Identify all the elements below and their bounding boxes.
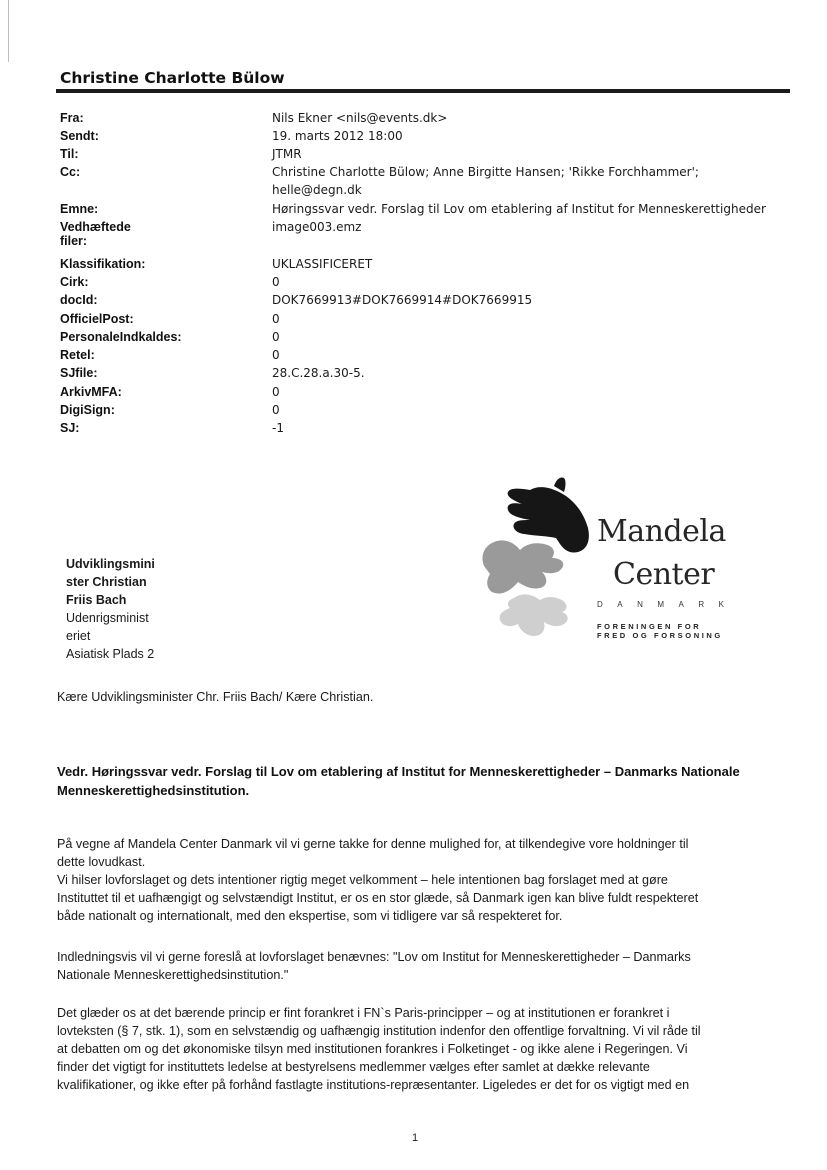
letter-subject [57, 762, 787, 800]
meta-label-sj: SJ: [60, 421, 80, 435]
meta-value-cc: Christine Charlotte Bülow; Anne Birgitte Hansen; 'Rikke Forchhammer'; [272, 165, 699, 179]
sender-name-header: Christine Charlotte Bülow [60, 69, 285, 87]
logo-title-mandela: Mandela [597, 514, 726, 549]
logo-title-center: Center [613, 557, 715, 592]
address-line: ster Christian [66, 575, 147, 589]
paragraph-line: kvalifikationer, og ikke efter på forhånd fastlagte institutions-repræsentanter. Ligeledes er det for os vigtigt med en [57, 1078, 690, 1092]
paragraph-line: Det glæder os at det bærende princip er fint forankret i FN`s Paris-principper – og at institutionen er forankret i [57, 1006, 670, 1020]
meta-label-sjfile: SJfile: [60, 366, 98, 380]
salutation: Kære Udviklingsminister Chr. Friis Bach/ Kære Christian. [57, 690, 374, 704]
gray-hand-icon [482, 540, 563, 593]
meta-label-retel: Retel: [60, 348, 95, 362]
meta-value-digisign: 0 [272, 403, 280, 417]
meta-label-subject: Emne: [60, 202, 99, 216]
meta-value-to: JTMR [272, 147, 302, 161]
meta-value-from: Nils Ekner <nils@events.dk> [272, 111, 448, 125]
meta-value-classification: UKLASSIFICERET [272, 257, 373, 271]
meta-label-digisign: DigiSign: [60, 403, 115, 417]
meta-value-attachments: image003.emz [272, 220, 362, 234]
address-line: eriet [66, 629, 91, 643]
address-line: Udenrigsminist [66, 611, 149, 625]
paragraph-1 [57, 835, 787, 925]
paragraph-line: lovteksten (§ 7, stk. 1), som en selvstændig og uafhængig institution indenfor den offentlige forvaltning. Vi vil råde til [57, 1024, 701, 1038]
header-rule [56, 89, 790, 93]
paragraph-line: at debatten om og det økonomiske tilsyn med institutionen forankres i Folketinget - og ikke alene i Regeringen. Vi [57, 1042, 688, 1056]
meta-label-personaleindkaldes: PersonaleIndkaldes: [60, 330, 182, 344]
subject-line: Menneskerettighedsinstitution. [57, 783, 250, 798]
page-number: 1 [412, 1132, 419, 1144]
paragraph-line: både nationalt og internationalt, med den ekspertise, som vi tidligere var så respekteret for. [57, 909, 563, 923]
logo-country: DANMARK [597, 600, 739, 609]
meta-label-classification: Klassifikation: [60, 257, 146, 271]
meta-label-sent: Sendt: [60, 129, 99, 143]
meta-value-cc-line2: helle@degn.dk [272, 183, 362, 197]
meta-label-arkivmfa: ArkivMFA: [60, 385, 122, 399]
meta-value-subject: Høringssvar vedr. Forslag til Lov om etablering af Institut for Menneskerettigheder [272, 202, 766, 216]
meta-value-docid: DOK7669913#DOK7669914#DOK7669915 [272, 293, 533, 307]
meta-value-sj: -1 [272, 421, 284, 435]
paragraph-line: Indledningsvis vil vi gerne foreslå at lovforslaget benævnes: "Lov om Institut for Menneskerettigheder – Danmarks [57, 950, 691, 964]
scan-edge-line [8, 0, 9, 62]
meta-label-from: Fra: [60, 111, 84, 125]
paragraph-3 [57, 1004, 787, 1094]
meta-value-personaleindkaldes: 0 [272, 330, 280, 344]
meta-label-officielpost: OfficielPost: [60, 312, 134, 326]
paragraph-line: dette lovudkast. [57, 855, 146, 869]
meta-label-docid: docId: [60, 293, 98, 307]
paragraph-line: Instituttet til et uafhængigt og selvstændigt Institut, er os en stor glæde, så Danmark igen kan blive fuldt respekteret [57, 891, 699, 905]
address-line: Friis Bach [66, 593, 127, 607]
paragraph-2 [57, 948, 787, 984]
meta-value-arkivmfa: 0 [272, 385, 280, 399]
meta-value-sent: 19. marts 2012 18:00 [272, 129, 403, 143]
light-gray-hand-icon [500, 594, 568, 636]
meta-value-sjfile: 28.C.28.a.30-5. [272, 366, 365, 380]
meta-value-officielpost: 0 [272, 312, 280, 326]
black-hand-icon [508, 477, 589, 552]
meta-value-cirk: 0 [272, 275, 280, 289]
meta-label-attachments: Vedhæftede filer: [60, 220, 131, 248]
subject-line: Vedr. Høringssvar vedr. Forslag til Lov om etablering af Institut for Menneskerettigheder – Danmarks Nationale [57, 764, 740, 779]
paragraph-line: Vi hilser lovforslaget og dets intentioner rigtig meget velkomment – hele intentionen bag forslaget med at gøre [57, 873, 668, 887]
paragraph-line: Nationale Menneskerettighedsinstitution." [57, 968, 289, 982]
meta-label-to: Til: [60, 147, 79, 161]
meta-label-cc: Cc: [60, 165, 81, 179]
paragraph-line: finder det vigtigt for instituttets ledelse at bestyrelsens medlemmer vælges efter samlet at dække relevante [57, 1060, 650, 1074]
paragraph-line: På vegne af Mandela Center Danmark vil vi gerne takke for denne mulighed for, at tilkendegive vore holdninger til [57, 837, 689, 851]
address-line: Udviklingsmini [66, 557, 155, 571]
recipient-address [66, 555, 176, 663]
logo-tagline-1: FORENINGEN FOR [597, 622, 702, 631]
meta-value-retel: 0 [272, 348, 280, 362]
logo-tagline-2: FRED OG FORSONING [597, 631, 723, 640]
meta-label-cirk: Cirk: [60, 275, 89, 289]
address-line: Asiatisk Plads 2 [66, 647, 155, 661]
